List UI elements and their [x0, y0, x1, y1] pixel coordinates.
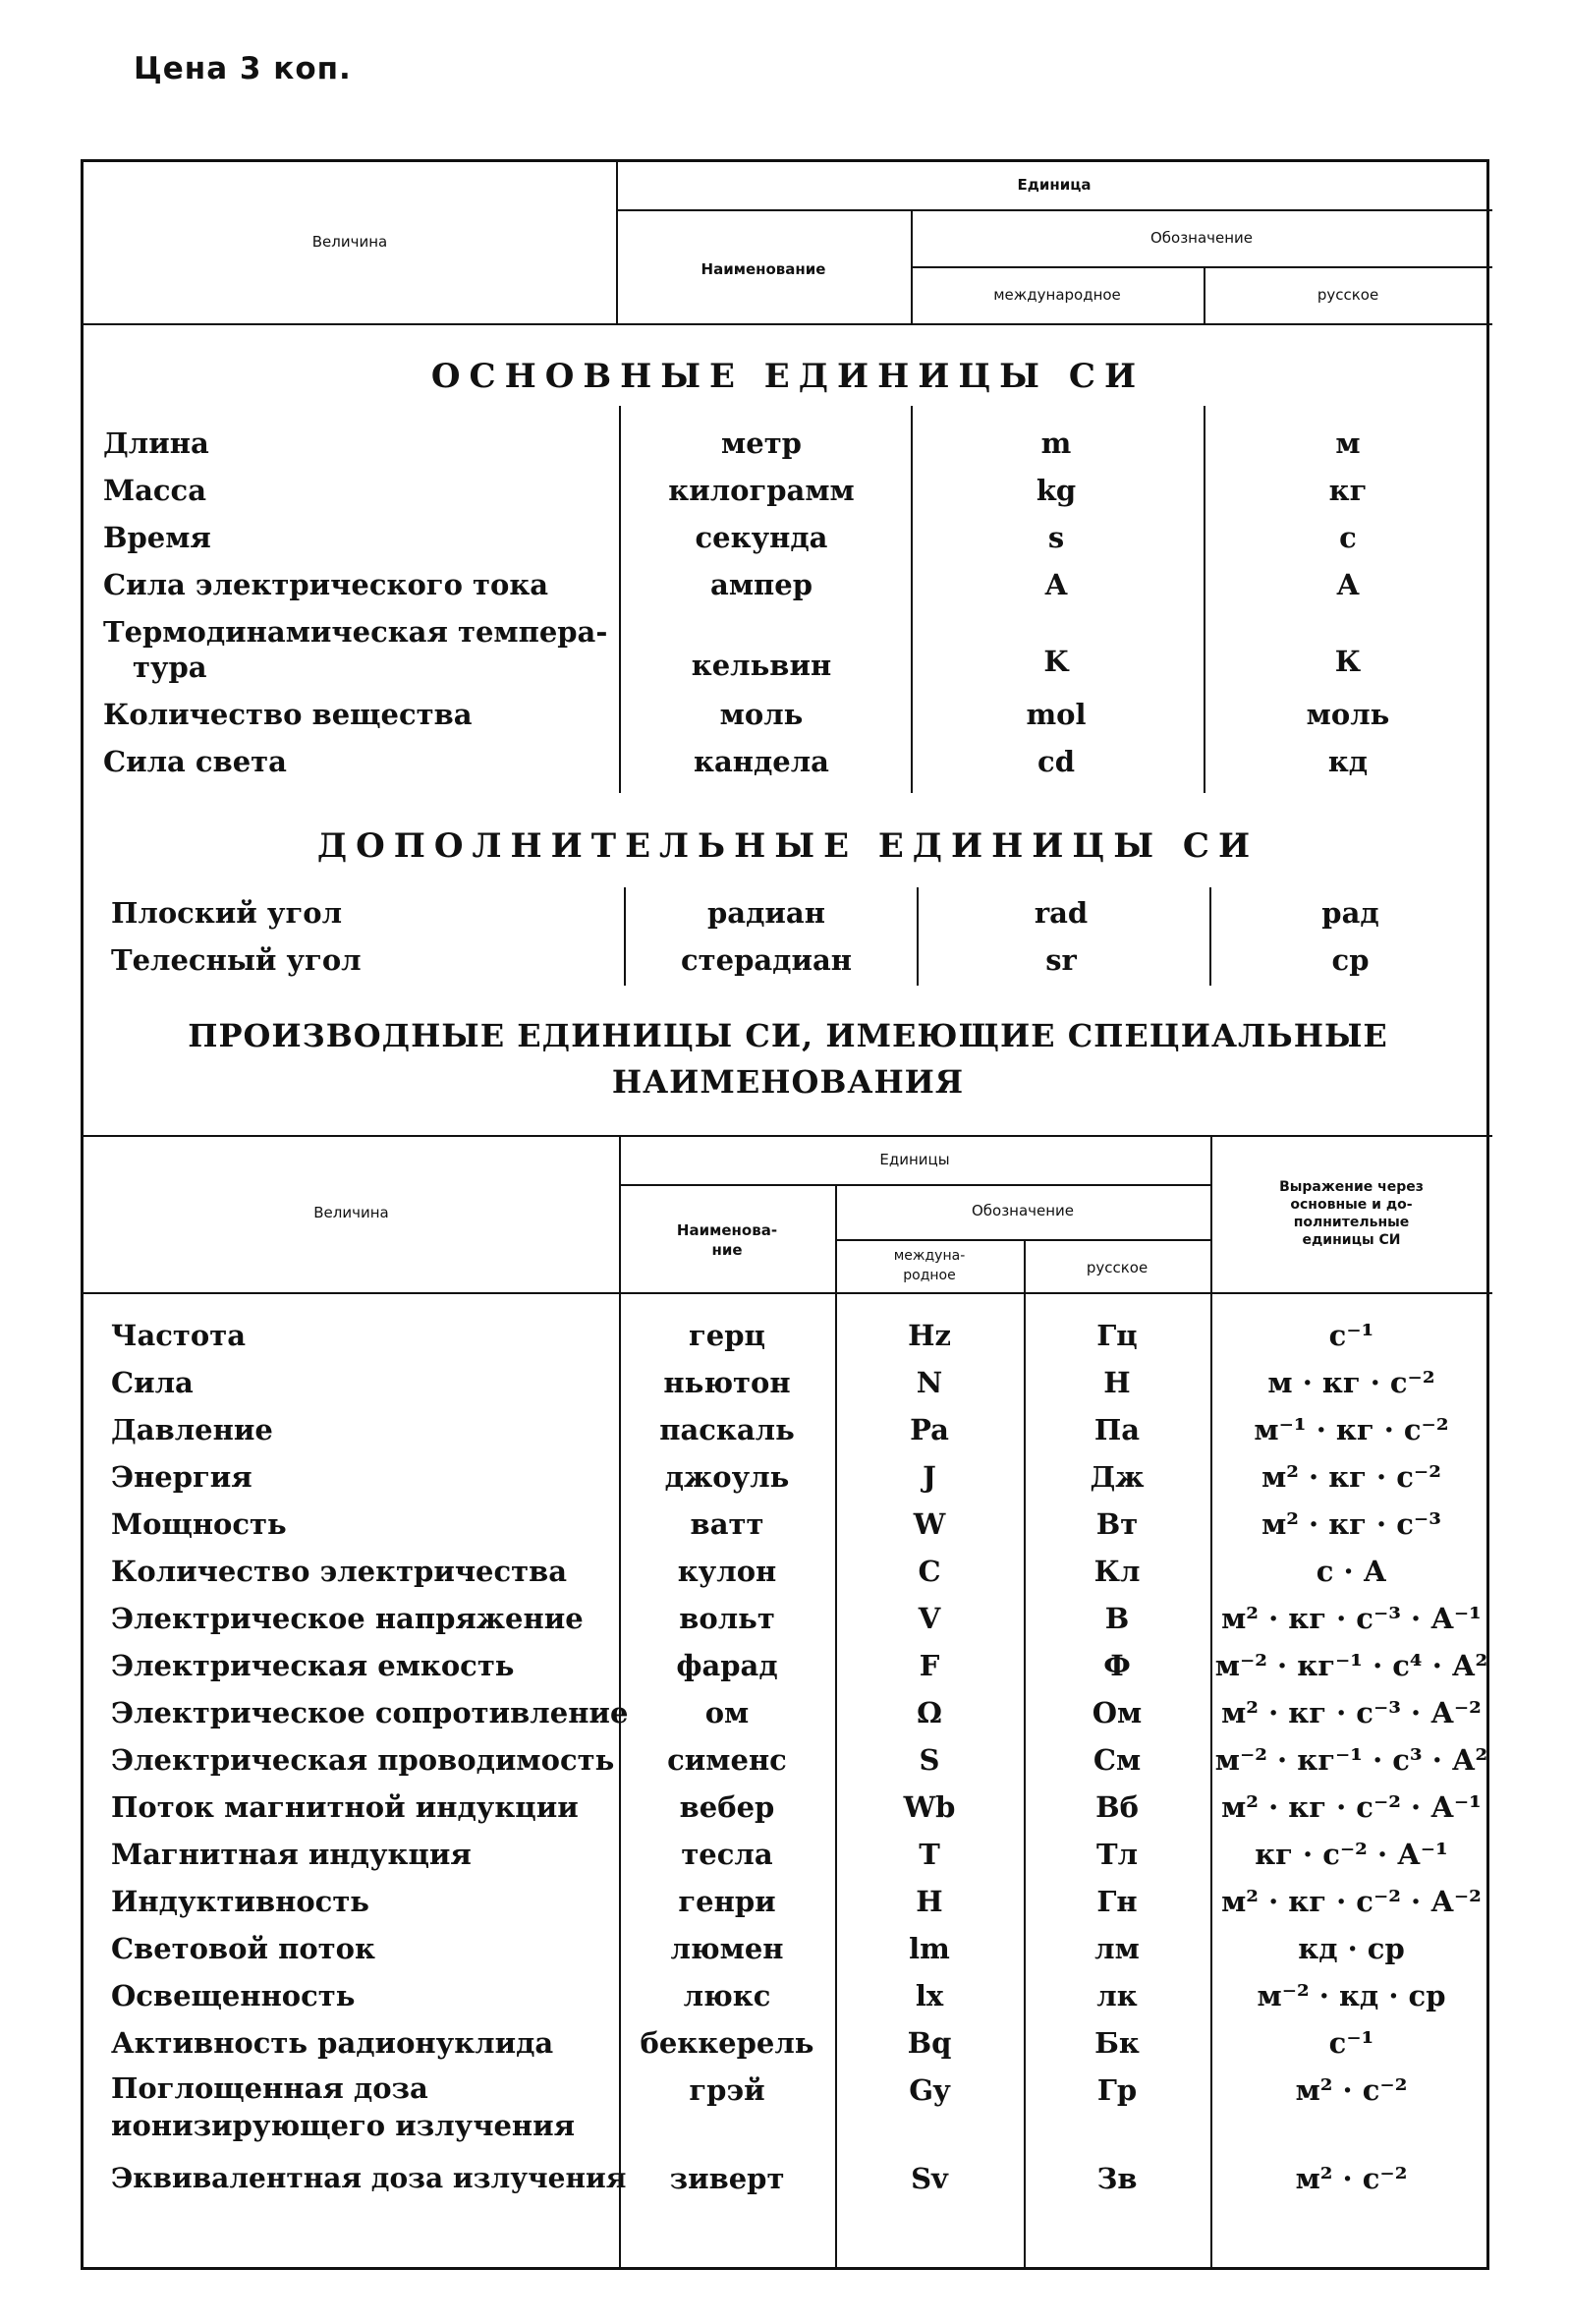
cell-name: ампер	[710, 568, 813, 601]
cell-quantity: Сила света	[103, 745, 287, 778]
cell-name: кулон	[677, 1555, 777, 1588]
cell-quantity: Давление	[111, 1413, 273, 1446]
cell-expression: м⁻¹ · кг · с⁻²	[1254, 1413, 1449, 1446]
cell-name: вольт	[679, 1602, 775, 1635]
cell-name: люкс	[683, 1979, 771, 2012]
cell-quantity: Термодинамическая темпера-	[103, 615, 608, 649]
table-row	[84, 2067, 1492, 2149]
cell-intl: T	[919, 1838, 940, 1871]
cell-rus: В	[1104, 1602, 1130, 1635]
cell-rus: лк	[1096, 1979, 1138, 2012]
header-expression-line3: полнительные	[1293, 1215, 1410, 1230]
cell-rus: Вт	[1095, 1507, 1139, 1541]
cell-rus: ср	[1331, 943, 1370, 977]
cell-intl: Bq	[907, 2026, 952, 2060]
cell-expression: м² · с⁻²	[1295, 2073, 1408, 2107]
price-label: Цена 3 коп.	[134, 51, 352, 86]
table-row	[84, 1595, 1492, 1642]
cell-expression: м · кг · с⁻²	[1267, 1366, 1435, 1399]
cell-rus: с	[1339, 521, 1357, 554]
cell-name: моль	[719, 698, 804, 731]
cell-intl: mol	[1026, 698, 1087, 731]
header-name-continued: ние	[711, 1241, 743, 1259]
header-expression-line4: единицы СИ	[1302, 1232, 1401, 1248]
cell-intl: S	[919, 1743, 940, 1777]
cell-rus: А	[1336, 568, 1360, 601]
cell-rus: Кл	[1093, 1555, 1141, 1588]
cell-name: ватт	[690, 1507, 764, 1541]
cell-intl: Pa	[910, 1413, 949, 1446]
cell-quantity: Электрическая емкость	[111, 1649, 515, 1682]
cell-intl: C	[918, 1555, 941, 1588]
table-row	[84, 1548, 1492, 1595]
cell-name: килограмм	[668, 474, 855, 507]
cell-quantity: Частота	[111, 1319, 246, 1352]
cell-name: беккерель	[640, 2026, 814, 2060]
cell-intl: V	[918, 1602, 941, 1635]
cell-intl: W	[913, 1507, 946, 1541]
header-expression: Выражение через	[1279, 1179, 1424, 1195]
cell-intl: lm	[909, 1932, 950, 1965]
cell-name: метр	[721, 426, 802, 460]
cell-rus: Гн	[1096, 1885, 1138, 1918]
si-units-table	[81, 159, 1489, 2270]
cell-name: зиверт	[669, 2162, 785, 2195]
cell-name: грэй	[689, 2073, 765, 2107]
cell-rus: кд	[1327, 745, 1369, 778]
table-row	[84, 1831, 1492, 1878]
cell-quantity: Сила	[111, 1366, 194, 1399]
header-quantity: Величина	[313, 1204, 389, 1221]
table-row	[84, 514, 1492, 561]
cell-expression: м² · кг · с⁻² · А⁻¹	[1221, 1790, 1482, 1824]
cell-quantity: Количество вещества	[103, 698, 473, 731]
cell-intl: Wb	[903, 1790, 956, 1824]
header-name: Наименование	[700, 260, 826, 278]
cell-rus: К	[1334, 645, 1362, 678]
cell-rus: Н	[1103, 1366, 1131, 1399]
cell-quantity: Плоский угол	[111, 896, 343, 930]
table-row	[84, 936, 1492, 984]
cell-quantity: Поглощенная доза	[111, 2071, 428, 2105]
header-russian: русское	[1086, 1259, 1149, 1276]
table-row	[84, 1359, 1492, 1406]
cell-intl: rad	[1034, 896, 1089, 930]
table-row	[84, 1642, 1492, 1689]
cell-expression: м² · кг · с⁻²	[1261, 1460, 1441, 1494]
section-title-base: ОСНОВНЫЕ ЕДИНИЦЫ СИ	[430, 357, 1146, 396]
cell-rus: моль	[1306, 698, 1390, 731]
cell-rus: Гц	[1096, 1319, 1138, 1352]
cell-intl: Sv	[911, 2162, 948, 2195]
cell-intl: m	[1040, 426, 1072, 460]
cell-quantity: Магнитная индукция	[111, 1838, 472, 1871]
cell-expression: кд · ср	[1298, 1932, 1405, 1965]
cell-quantity-continued: тура	[133, 651, 207, 684]
table-row	[84, 467, 1492, 514]
cell-rus: кг	[1328, 474, 1368, 507]
cell-name: вебер	[679, 1790, 775, 1824]
cell-intl: Gy	[909, 2073, 950, 2107]
section-title-derived: ПРОИЗВОДНЫЕ ЕДИНИЦЫ СИ, ИМЕЮЩИЕ СПЕЦИАЛЬНЫЕ	[188, 1017, 1388, 1054]
cell-expression: с⁻¹	[1328, 2026, 1374, 2060]
cell-quantity: Электрическое напряжение	[111, 1602, 584, 1635]
table-row	[84, 612, 1492, 691]
cell-expression: м² · с⁻²	[1295, 2162, 1408, 2195]
cell-name: люмен	[670, 1932, 784, 1965]
cell-expression: м⁻² · кг⁻¹ · с³ · А²	[1214, 1743, 1488, 1777]
cell-expression: м² · кг · с⁻³ · А⁻²	[1221, 1696, 1482, 1729]
cell-expression: м⁻² · кг⁻¹ · с⁴ · А²	[1214, 1649, 1488, 1682]
header-quantity: Величина	[311, 233, 388, 251]
header-international: междуна-	[893, 1248, 966, 1264]
cell-rus: лм	[1094, 1932, 1140, 1965]
cell-rus: Тл	[1095, 1838, 1139, 1871]
header-expression-line2: основные и до-	[1290, 1197, 1413, 1213]
cell-name: кельвин	[691, 649, 832, 682]
cell-name: кандела	[694, 745, 829, 778]
cell-intl: sr	[1045, 943, 1077, 977]
cell-expression: с · А	[1316, 1555, 1387, 1588]
cell-name: стерадиан	[681, 943, 852, 977]
header-international: международное	[993, 286, 1121, 304]
header-unit: Единица	[1017, 176, 1092, 194]
cell-intl: A	[1044, 568, 1068, 601]
cell-quantity-continued: ионизирующего излучения	[111, 2109, 576, 2142]
cell-quantity: Электрическая проводимость	[111, 1743, 615, 1777]
cell-name: генри	[678, 1885, 776, 1918]
table-row	[84, 738, 1492, 785]
cell-rus: Бк	[1094, 2026, 1140, 2060]
cell-quantity: Световой поток	[111, 1932, 375, 1965]
cell-quantity: Сила электрического тока	[103, 568, 549, 601]
cell-quantity: Количество электричества	[111, 1555, 568, 1588]
cell-name: фарад	[676, 1649, 778, 1682]
table-row	[84, 1406, 1492, 1453]
cell-expression: м⁻² · кд · ср	[1257, 1979, 1446, 2012]
table-row	[84, 2019, 1492, 2067]
cell-intl: Hz	[908, 1319, 951, 1352]
cell-quantity: Длина	[103, 426, 209, 460]
table-row	[84, 1453, 1492, 1501]
header-name: Наименова-	[676, 1221, 778, 1239]
cell-quantity: Время	[103, 521, 211, 554]
cell-name: паскаль	[659, 1413, 795, 1446]
section-title-supplementary: ДОПОЛНИТЕЛЬНЫЕ ЕДИНИЦЫ СИ	[316, 826, 1260, 866]
cell-intl: F	[919, 1649, 940, 1682]
cell-quantity: Масса	[103, 474, 206, 507]
table-row	[84, 1972, 1492, 2019]
cell-quantity: Индуктивность	[111, 1885, 369, 1918]
cell-rus: См	[1093, 1743, 1142, 1777]
header-russian: русское	[1317, 286, 1379, 304]
table-row	[84, 561, 1492, 608]
cell-intl: N	[916, 1366, 943, 1399]
cell-rus: Гр	[1096, 2073, 1138, 2107]
table-row	[84, 889, 1492, 936]
cell-rus: Па	[1093, 1413, 1141, 1446]
cell-quantity: Телесный угол	[111, 943, 362, 977]
cell-rus: м	[1335, 426, 1361, 460]
cell-quantity: Мощность	[111, 1507, 287, 1541]
cell-rus: Вб	[1095, 1790, 1139, 1824]
header-designation: Обозначение	[1149, 229, 1254, 247]
table-row	[84, 420, 1492, 467]
cell-intl: J	[923, 1460, 936, 1494]
cell-name: тесла	[681, 1838, 773, 1871]
table-row	[84, 691, 1492, 738]
cell-name: сименс	[667, 1743, 787, 1777]
cell-quantity: Электрическое сопротивление	[111, 1696, 629, 1729]
cell-quantity: Энергия	[111, 1460, 252, 1494]
table-row	[84, 1736, 1492, 1784]
table-row	[84, 1312, 1492, 1359]
cell-intl: lx	[915, 1979, 944, 2012]
cell-rus: Ом	[1092, 1696, 1143, 1729]
cell-name: радиан	[707, 896, 825, 930]
cell-name: джоуль	[664, 1460, 790, 1494]
header-international-continued: родное	[903, 1268, 956, 1283]
cell-expression: с⁻¹	[1328, 1319, 1374, 1352]
table-row	[84, 1878, 1492, 1925]
cell-intl: cd	[1037, 745, 1075, 778]
cell-intl: K	[1043, 645, 1069, 678]
section-title-derived-continued: НАИМЕНОВАНИЯ	[611, 1063, 965, 1101]
cell-name: ом	[704, 1696, 750, 1729]
cell-expression: м² · кг · с⁻² · А⁻²	[1221, 1885, 1482, 1918]
cell-rus: Дж	[1090, 1460, 1145, 1494]
cell-rus: Ф	[1103, 1649, 1131, 1682]
cell-intl: Ω	[917, 1696, 942, 1729]
cell-quantity: Эквивалентная доза излучения	[111, 2162, 627, 2194]
cell-expression: м² · кг · с⁻³ · А⁻¹	[1221, 1602, 1482, 1635]
header-unit: Единицы	[879, 1151, 950, 1168]
cell-quantity: Освещенность	[111, 1979, 356, 2012]
cell-expression: кг · с⁻² · А⁻¹	[1255, 1838, 1448, 1871]
table-row	[84, 1784, 1492, 1831]
table-row	[84, 2155, 1492, 2202]
cell-intl: kg	[1036, 474, 1077, 507]
table-row	[84, 1689, 1492, 1736]
cell-name: герц	[689, 1319, 765, 1352]
cell-expression: м² · кг · с⁻³	[1261, 1507, 1441, 1541]
cell-rus: Зв	[1096, 2162, 1138, 2195]
cell-intl: s	[1047, 521, 1065, 554]
cell-name: секунда	[695, 521, 828, 554]
cell-name: ньютон	[663, 1366, 791, 1399]
cell-rus: рад	[1321, 896, 1379, 930]
cell-quantity: Активность радионуклида	[111, 2026, 554, 2060]
cell-intl: H	[916, 1885, 943, 1918]
table-row	[84, 1925, 1492, 1972]
table-row	[84, 1501, 1492, 1548]
header-designation: Обозначение	[971, 1202, 1075, 1219]
cell-quantity: Поток магнитной индукции	[111, 1790, 579, 1824]
